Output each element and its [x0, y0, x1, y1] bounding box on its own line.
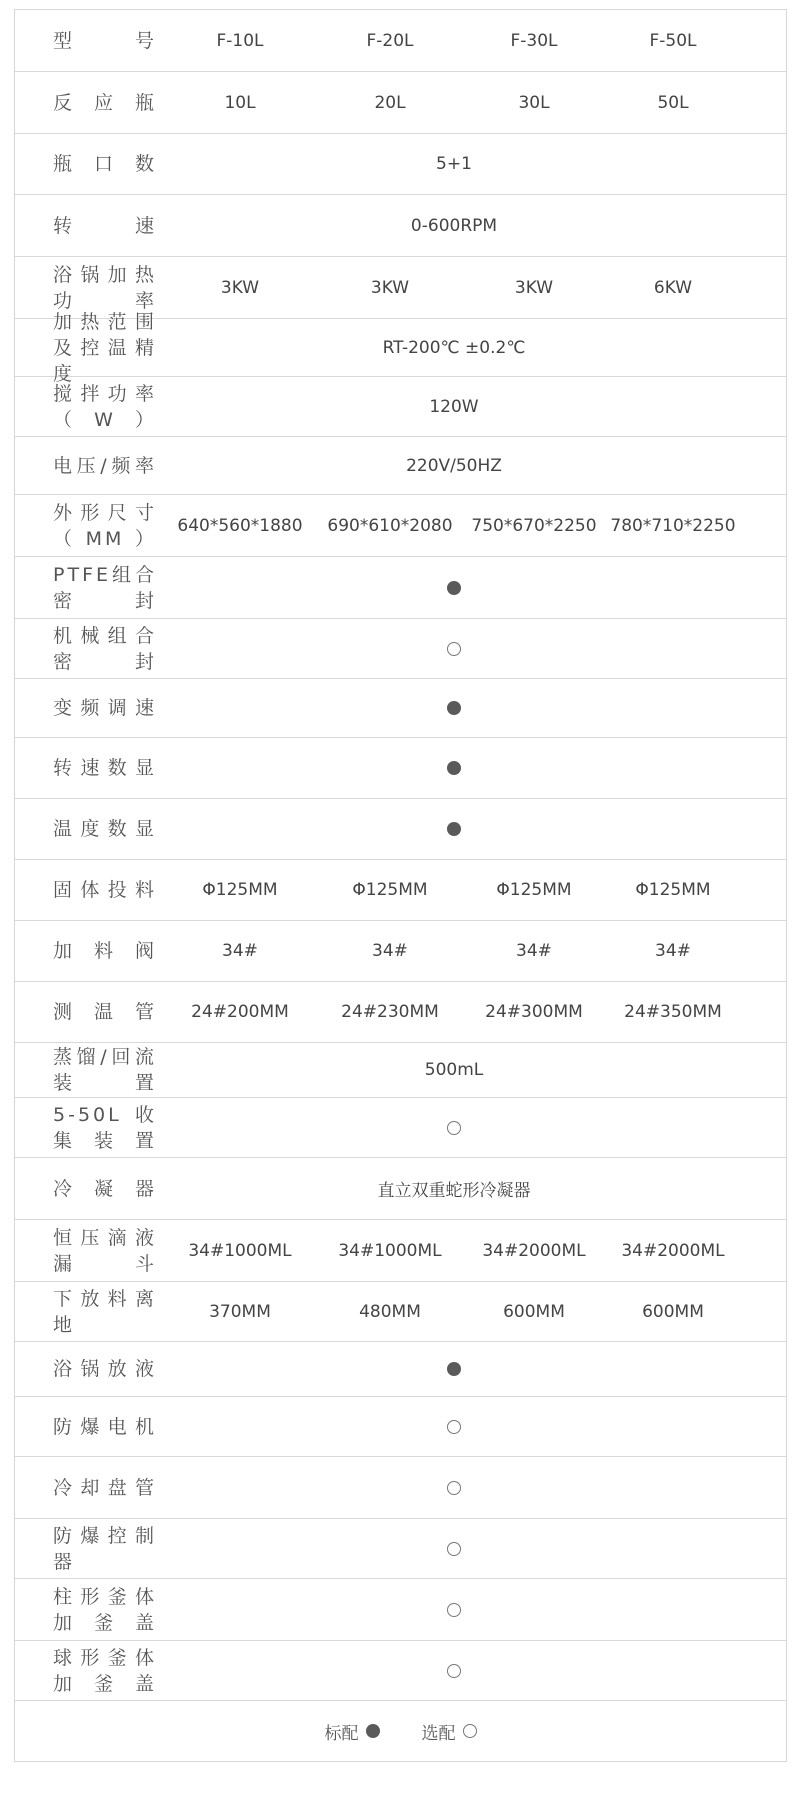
standard-dot-icon — [447, 701, 461, 715]
spec-row-label: 温度数显 — [53, 818, 157, 840]
spec-row-label-cell — [53, 860, 173, 920]
spec-mark-cell — [165, 679, 743, 737]
standard-dot-icon — [447, 581, 461, 595]
spec-value-merged: 120W — [429, 396, 479, 417]
spec-value: 24#230MM — [341, 1002, 439, 1022]
spec-value-merged: 直立双重蛇形冷凝器 — [377, 1181, 531, 1201]
spec-table — [14, 9, 787, 1762]
spec-row-label: 冷却盘管 — [53, 1476, 157, 1499]
header-label-cell — [53, 10, 173, 71]
spec-value-merged: 220V/50HZ — [406, 455, 502, 476]
optional-circle-icon — [463, 1724, 477, 1738]
optional-circle-icon — [447, 1121, 461, 1135]
spec-row-label: 外形尺寸（MM） — [53, 501, 157, 550]
spec-row — [15, 557, 786, 619]
spec-row — [15, 799, 786, 860]
spec-value: Φ125MM — [352, 880, 428, 900]
legend-standard-label: 标配 — [324, 1723, 359, 1744]
spec-value: 3KW — [220, 277, 260, 298]
legend-optional-label: 选配 — [421, 1723, 456, 1744]
spec-row — [15, 1641, 786, 1701]
spec-value: 34# — [372, 941, 408, 961]
spec-value: 50L — [657, 92, 689, 113]
spec-row-label-cell — [53, 195, 173, 256]
spec-value: Φ125MM — [635, 880, 711, 900]
spec-row-label: 电压/频率 — [53, 454, 157, 477]
spec-value: 370MM — [209, 1301, 271, 1322]
spec-row-label-cell — [53, 310, 173, 385]
legend — [15, 1701, 786, 1761]
standard-dot-icon — [447, 761, 461, 775]
header-label: 型号 — [53, 29, 157, 52]
spec-row-label: 恒压滴液漏斗 — [53, 1226, 157, 1275]
spec-row-label-cell — [53, 437, 173, 494]
spec-row — [15, 495, 786, 557]
spec-row-label: 5-50L收集装置 — [53, 1103, 157, 1152]
spec-mark-cell — [165, 1098, 743, 1157]
spec-row-label-cell — [53, 1641, 173, 1700]
spec-value-merged: 500mL — [424, 1060, 484, 1080]
legend-standard — [325, 1719, 380, 1744]
spec-value: 34# — [222, 941, 258, 961]
spec-mark-cell — [165, 557, 743, 618]
spec-row-label: 机械组合密封 — [53, 624, 157, 673]
spec-row-label: 防爆控制器 — [53, 1524, 157, 1573]
spec-row-label: 固体投料 — [53, 879, 157, 901]
spec-row-label-cell — [53, 619, 173, 678]
spec-row-label-cell — [53, 1098, 173, 1157]
spec-row — [15, 310, 786, 385]
spec-row — [15, 982, 786, 1043]
optional-circle-icon — [447, 1481, 461, 1495]
spec-row-label: 反应瓶 — [53, 91, 157, 114]
optional-circle-icon — [447, 1420, 461, 1434]
spec-row-label-cell — [53, 799, 173, 859]
spec-row — [15, 437, 786, 495]
spec-row-label: 搅拌功率（W） — [53, 382, 157, 431]
spec-row — [15, 1282, 786, 1342]
spec-row — [15, 679, 786, 738]
spec-row-label: 加料阀 — [53, 940, 157, 962]
spec-value-merged: RT-200℃ ±0.2℃ — [382, 337, 526, 358]
optional-circle-icon — [447, 1542, 461, 1556]
spec-row — [15, 72, 786, 134]
spec-value-merged: 0-600RPM — [410, 215, 498, 236]
spec-value: Φ125MM — [202, 880, 278, 900]
optional-circle-icon — [447, 1603, 461, 1617]
spec-row-label-cell — [53, 1043, 173, 1097]
spec-value: 30L — [518, 92, 550, 113]
spec-row-label: 球形釜体加釜盖 — [53, 1646, 157, 1695]
spec-row-label: 测温管 — [53, 1001, 157, 1023]
model-name-1: F-10L — [216, 30, 264, 51]
spec-value: Φ125MM — [496, 880, 572, 900]
spec-row — [15, 860, 786, 921]
spec-row-label: 浴锅放液 — [53, 1358, 157, 1380]
spec-row-label: 变频调速 — [53, 697, 157, 719]
spec-value: 20L — [374, 92, 406, 113]
spec-value: 6KW — [653, 277, 693, 298]
spec-row — [15, 1579, 786, 1641]
spec-mark-cell — [165, 1641, 743, 1700]
spec-row-label-cell — [53, 72, 173, 133]
spec-mark-cell — [165, 1397, 743, 1456]
spec-row-label: 浴锅加热功率 — [53, 263, 157, 312]
spec-row — [15, 738, 786, 799]
optional-circle-icon — [447, 1664, 461, 1678]
spec-value: 24#300MM — [485, 1002, 583, 1022]
spec-row — [15, 1158, 786, 1220]
spec-value: 34#1000ML — [188, 1240, 292, 1261]
spec-mark-cell — [165, 619, 743, 678]
spec-row-label-cell — [53, 495, 173, 556]
spec-value: 24#200MM — [191, 1002, 289, 1022]
header-row — [15, 10, 786, 72]
model-name-2: F-20L — [366, 30, 414, 51]
spec-mark-cell — [165, 1579, 743, 1640]
standard-dot-icon — [447, 1362, 461, 1376]
spec-row-label-cell — [53, 134, 173, 194]
spec-row — [15, 1397, 786, 1457]
standard-dot-icon — [447, 822, 461, 836]
spec-mark-cell — [165, 738, 743, 798]
legend-row — [15, 1701, 786, 1761]
spec-row-label-cell — [53, 1579, 173, 1640]
spec-row — [15, 1220, 786, 1282]
model-name-3: F-30L — [510, 30, 558, 51]
spec-value: 3KW — [370, 277, 410, 298]
spec-row — [15, 1457, 786, 1519]
spec-row-label: 蒸馏/回流装置 — [53, 1046, 157, 1094]
spec-row-label-cell — [53, 1282, 173, 1341]
spec-row-label-cell — [53, 921, 173, 981]
spec-row-label: 瓶口数 — [53, 153, 157, 175]
spec-row-label-cell — [53, 557, 173, 618]
spec-row — [15, 1043, 786, 1098]
spec-row-label-cell — [53, 1457, 173, 1518]
spec-row-label: 柱形釜体加釜盖 — [53, 1585, 157, 1634]
spec-row — [15, 1098, 786, 1158]
spec-value: 34#2000ML — [621, 1240, 725, 1261]
spec-mark-cell — [165, 1342, 743, 1396]
spec-row — [15, 1519, 786, 1579]
spec-row-label-cell — [53, 1397, 173, 1456]
spec-mark-cell — [165, 1457, 743, 1518]
spec-value: 24#350MM — [624, 1002, 722, 1022]
spec-value: 34#1000ML — [338, 1240, 442, 1261]
spec-row-label-cell — [53, 1158, 173, 1219]
spec-row-label-cell — [53, 1519, 173, 1578]
spec-value: 640*560*1880 — [177, 515, 303, 536]
legend-optional — [422, 1719, 477, 1744]
spec-value: 10L — [224, 92, 256, 113]
spec-value: 690*610*2080 — [327, 515, 453, 536]
spec-row-label-cell — [53, 377, 173, 436]
spec-value-merged: 5+1 — [436, 154, 472, 174]
spec-row — [15, 195, 786, 257]
spec-value: 34# — [655, 941, 691, 961]
spec-row-label-cell — [53, 679, 173, 737]
spec-value: 480MM — [359, 1301, 421, 1322]
spec-value: 34# — [516, 941, 552, 961]
spec-mark-cell — [165, 799, 743, 859]
spec-value: 3KW — [514, 277, 554, 298]
spec-row — [15, 921, 786, 982]
spec-value: 750*670*2250 — [471, 515, 597, 536]
spec-value: 780*710*2250 — [610, 515, 736, 536]
spec-value: 34#2000ML — [482, 1240, 586, 1261]
spec-row — [15, 619, 786, 679]
spec-row-label: 冷凝器 — [53, 1177, 157, 1200]
spec-row — [15, 134, 786, 195]
spec-row-label: 下放料离地 — [53, 1287, 157, 1336]
spec-row-label: 加热范围及控温精度 — [53, 310, 157, 385]
standard-dot-icon — [366, 1724, 380, 1738]
spec-value: 600MM — [642, 1301, 704, 1322]
spec-row-label: 转速数显 — [53, 757, 157, 779]
spec-value: 600MM — [503, 1301, 565, 1322]
spec-row-label-cell — [53, 1342, 173, 1396]
spec-row — [15, 1342, 786, 1397]
optional-circle-icon — [447, 642, 461, 656]
model-name-4: F-50L — [649, 30, 697, 51]
spec-row-label: 转速 — [53, 214, 157, 237]
spec-row-label-cell — [53, 982, 173, 1042]
spec-row-label: PTFE组合密封 — [53, 563, 157, 612]
spec-row-label-cell — [53, 1220, 173, 1281]
spec-mark-cell — [165, 1519, 743, 1578]
spec-row — [15, 377, 786, 437]
spec-row-label-cell — [53, 738, 173, 798]
spec-row-label: 防爆电机 — [53, 1415, 157, 1438]
